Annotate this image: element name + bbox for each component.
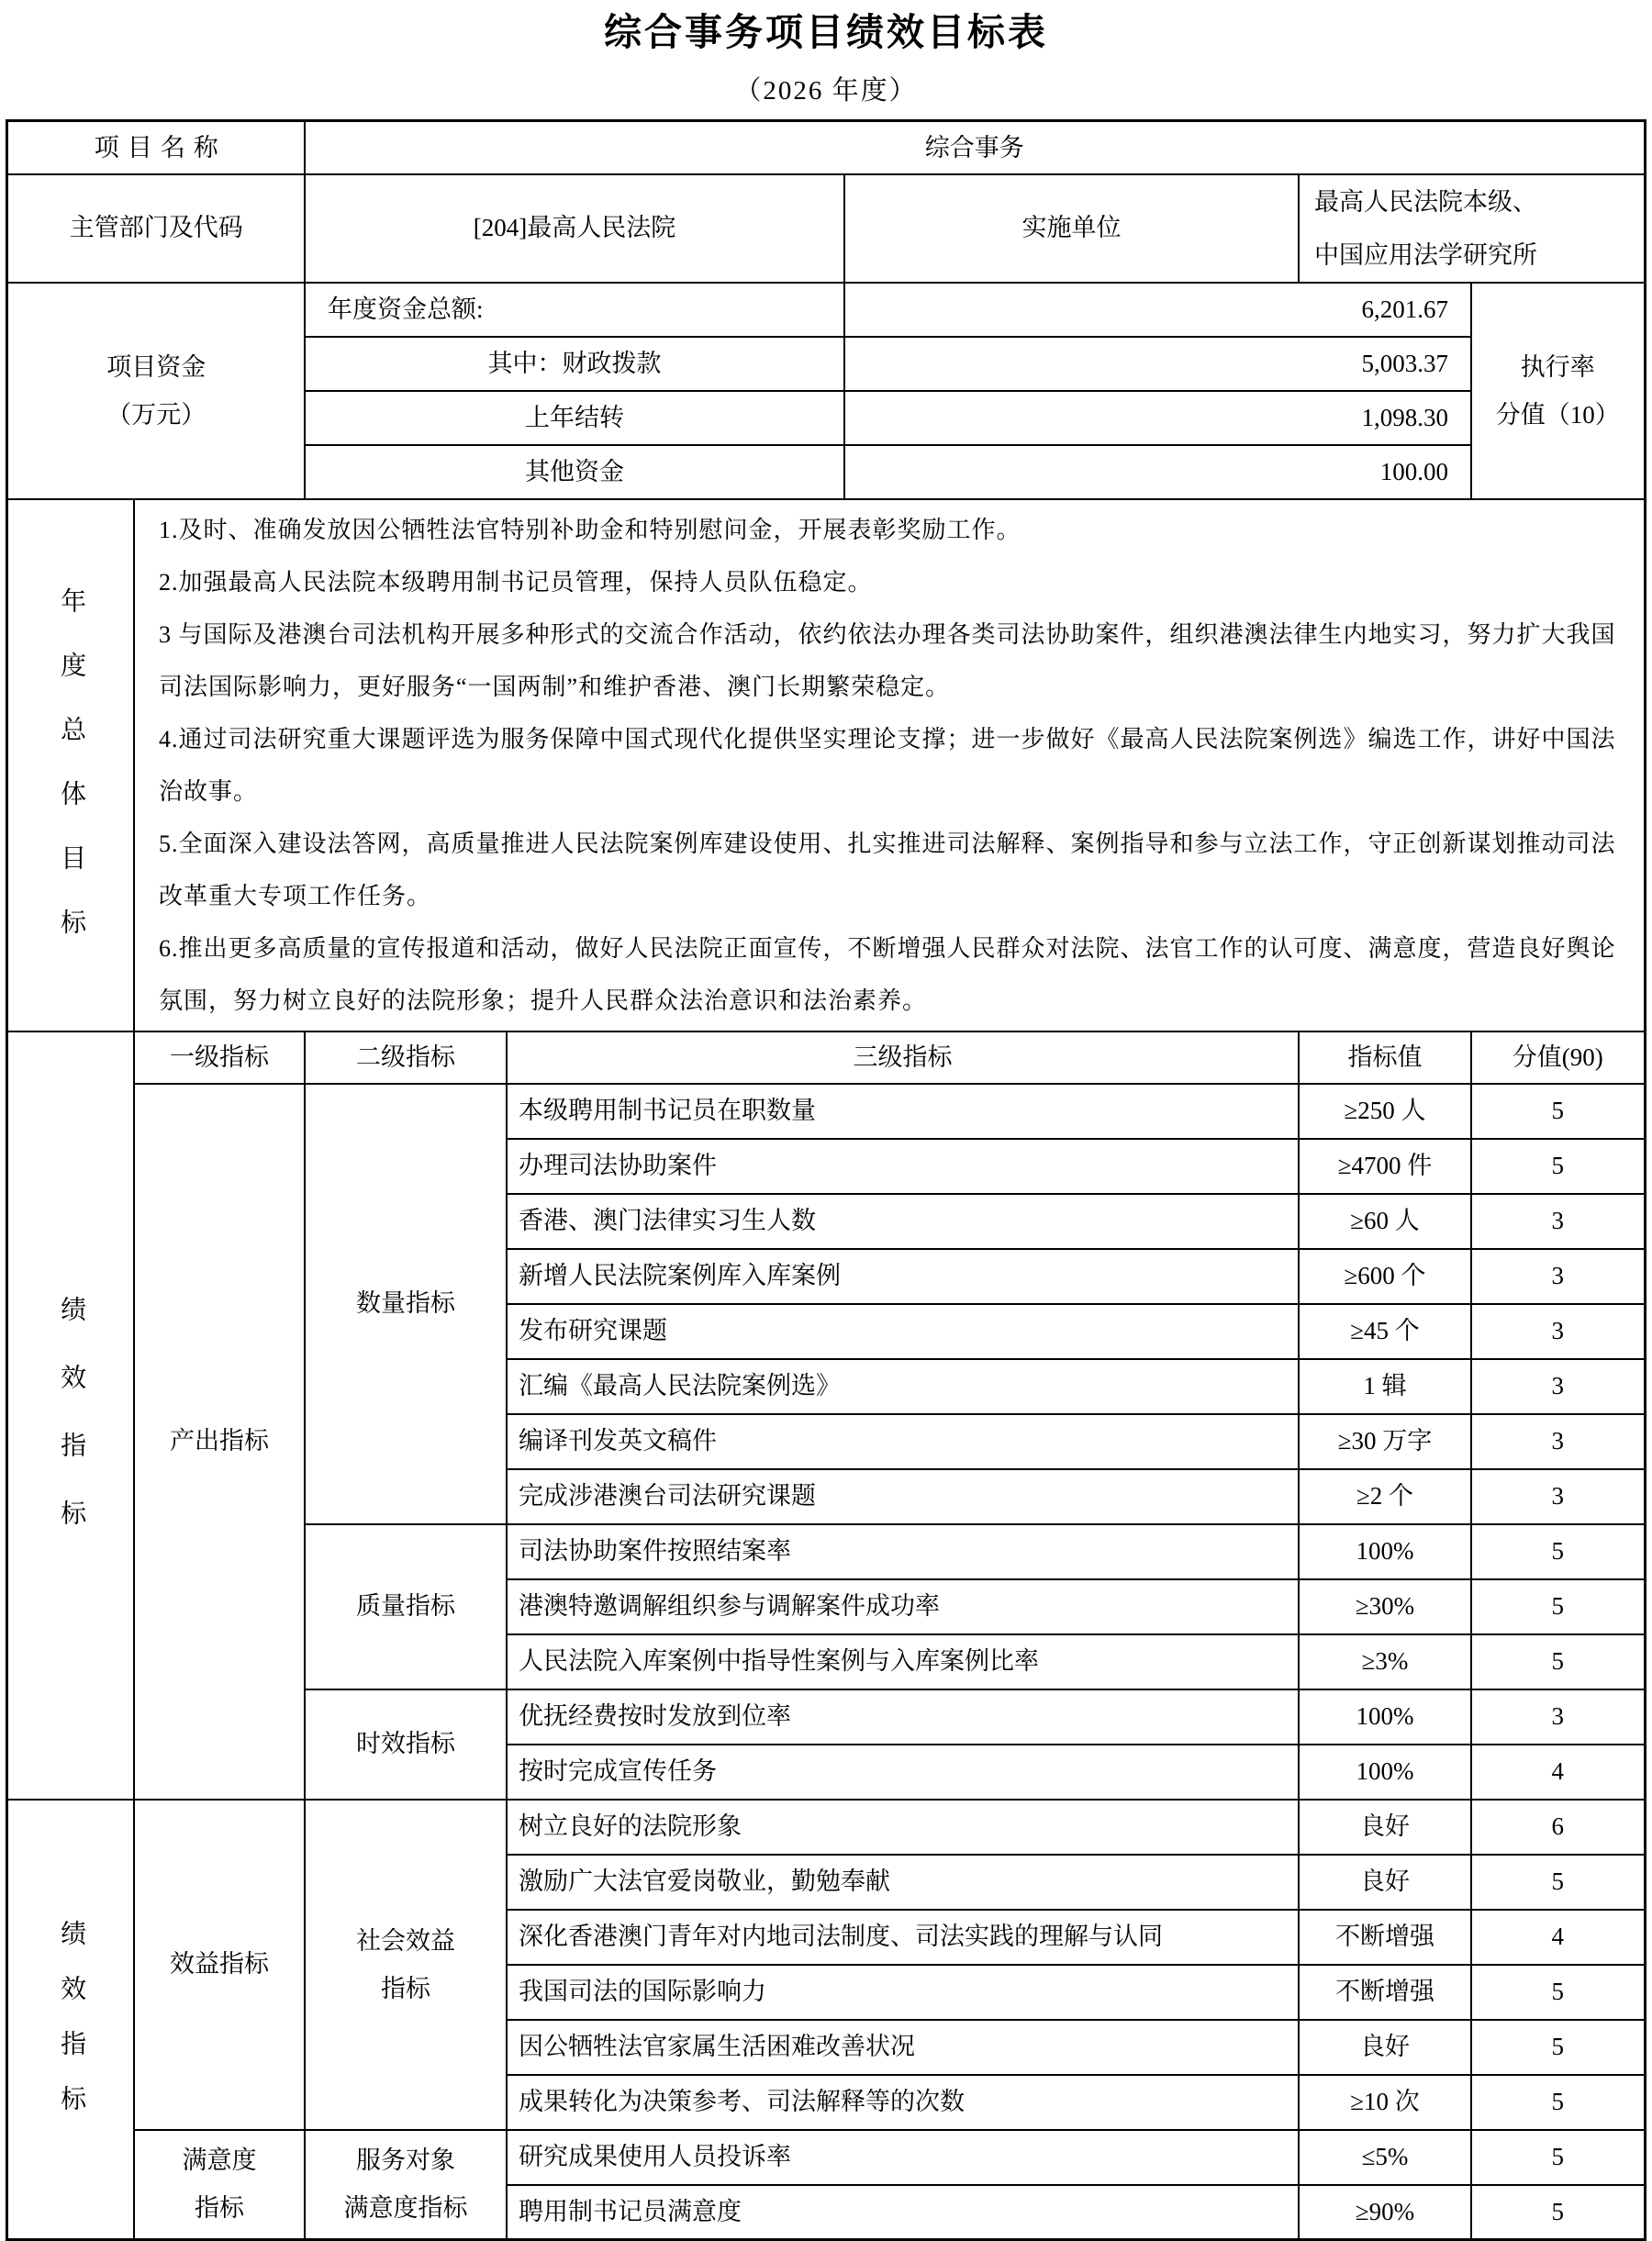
indicator-name-cell: 激励广大法官爱岗敬业，勤勉奉献 bbox=[507, 1855, 1299, 1910]
implement-label-cell: 实施单位 bbox=[844, 174, 1299, 283]
indicator-score-cell: 5 bbox=[1471, 1084, 1645, 1139]
indicator-name-cell: 司法协助案件按照结案率 bbox=[507, 1524, 1299, 1579]
indicator-name-cell: 因公牺牲法官家属生活困难改善状况 bbox=[507, 2020, 1299, 2075]
annual-goals-label-cell bbox=[7, 499, 134, 1031]
indicator-value-cell: ≥60 人 bbox=[1299, 1194, 1471, 1249]
indicator-name-cell: 成果转化为决策参考、司法解释等的次数 bbox=[507, 2075, 1299, 2130]
annual-goals-label: 年度总体目标 bbox=[57, 586, 86, 973]
indicator-score-cell: 5 bbox=[1471, 1524, 1645, 1579]
indicator-name-cell: 人民法院入库案例中指导性案例与入库案例比率 bbox=[507, 1634, 1299, 1689]
funding-row-value-cell: 6,201.67 bbox=[844, 283, 1471, 337]
indicator-value-cell: ≥250 人 bbox=[1299, 1084, 1471, 1139]
indicator-value-cell: 良好 bbox=[1299, 1800, 1471, 1855]
indicator-value-cell: ≥90% bbox=[1299, 2185, 1471, 2240]
header-level2-cell: 二级指标 bbox=[305, 1031, 507, 1084]
indicator-score-cell: 5 bbox=[1471, 2020, 1645, 2075]
funding-row-label-cell: 其他资金 bbox=[305, 445, 844, 499]
indicator-score-cell: 5 bbox=[1471, 1855, 1645, 1910]
indicator-value-cell: 100% bbox=[1299, 1524, 1471, 1579]
annual-goals-row bbox=[7, 499, 1645, 1031]
project-name-value-cell: 综合事务 bbox=[305, 121, 1645, 174]
social-benefit-indicator-cell bbox=[305, 1800, 507, 2130]
funding-label-cell bbox=[7, 283, 305, 499]
goal-item: 3 与国际及港澳台司法机构开展多种形式的交流合作活动，依约依法办理各类司法协助案件，组织港澳法律生内地实习，努力扩大我国司法国际影响力，更好服务“一国两制”和维护香港、澳门长期繁荣稳定。 bbox=[158, 620, 1616, 700]
indicator-row bbox=[7, 1800, 1645, 1855]
satisfaction-line1: 满意度 bbox=[182, 2146, 257, 2175]
funding-row-label-cell: 其中：财政拨款 bbox=[305, 337, 844, 391]
benefit-indicator-cell: 效益指标 bbox=[134, 1800, 305, 2130]
page-title: 综合事务项目绩效目标表 bbox=[604, 11, 1048, 53]
quantity-indicator-cell: 数量指标 bbox=[305, 1084, 507, 1524]
page-subtitle: （2026 年度） bbox=[734, 76, 918, 106]
indicator-name-cell: 深化香港澳门青年对内地司法制度、司法实践的理解与认同 bbox=[507, 1910, 1299, 1965]
header-score-cell: 分值(90) bbox=[1471, 1031, 1645, 1084]
indicator-value-cell: 良好 bbox=[1299, 2020, 1471, 2075]
indicator-score-cell: 5 bbox=[1471, 1579, 1645, 1634]
indicator-value-cell: 不断增强 bbox=[1299, 1910, 1471, 1965]
indicator-row bbox=[7, 2130, 1645, 2185]
indicator-row bbox=[7, 1084, 1645, 1139]
department-row bbox=[7, 174, 1645, 283]
indicator-value-cell: ≥30 万字 bbox=[1299, 1414, 1471, 1469]
goal-item: 1.及时、准确发放因公牺牲法官特别补助金和特别慰问金，开展表彰奖励工作。 bbox=[158, 516, 1021, 543]
implement-value-cell bbox=[1299, 174, 1645, 283]
project-name-label-cell: 项目名称 bbox=[7, 121, 305, 174]
indicator-score-cell: 5 bbox=[1471, 1139, 1645, 1194]
project-name-row bbox=[7, 121, 1645, 174]
satisfaction-line2: 指标 bbox=[194, 2194, 244, 2223]
indicator-score-cell: 6 bbox=[1471, 1800, 1645, 1855]
timeliness-indicator-cell: 时效指标 bbox=[305, 1689, 507, 1800]
funding-row-value-cell: 1,098.30 bbox=[844, 391, 1471, 445]
indicator-value-cell: 100% bbox=[1299, 1745, 1471, 1800]
implement-value-line2: 中国应用法学研究所 bbox=[1313, 240, 1537, 269]
indicator-name-cell: 汇编《最高人民法院案例选》 bbox=[507, 1359, 1299, 1414]
goal-item: 2.加强最高人民法院本级聘用制书记员管理，保持人员队伍稳定。 bbox=[158, 568, 873, 596]
indicator-name-cell: 香港、澳门法律实习生人数 bbox=[507, 1194, 1299, 1249]
indicator-name-cell: 编译刊发英文稿件 bbox=[507, 1414, 1299, 1469]
goal-item: 5.全面深入建设法答网，高质量推进人民法院案例库建设使用、扎实推进司法解释、案例指导和参与立法工作，守正创新谋划推动司法改革重大专项工作任务。 bbox=[158, 830, 1616, 909]
indicator-score-cell: 4 bbox=[1471, 1910, 1645, 1965]
indicator-score-cell: 3 bbox=[1471, 1359, 1645, 1414]
indicator-name-cell: 新增人民法院案例库入库案例 bbox=[507, 1249, 1299, 1304]
indicator-value-cell: ≥10 次 bbox=[1299, 2075, 1471, 2130]
indicator-name-cell: 按时完成宣传任务 bbox=[507, 1745, 1299, 1800]
annual-goals-cell bbox=[134, 499, 1645, 1031]
indicator-value-cell: 不断增强 bbox=[1299, 1965, 1471, 2020]
indicator-value-cell: 良好 bbox=[1299, 1855, 1471, 1910]
indicator-score-cell: 5 bbox=[1471, 2075, 1645, 2130]
service-object-line1: 服务对象 bbox=[355, 2146, 455, 2175]
indicator-value-cell: ≥4700 件 bbox=[1299, 1139, 1471, 1194]
department-code-cell: [204]最高人民法院 bbox=[305, 174, 844, 283]
implement-value-line1: 最高人民法院本级、 bbox=[1313, 187, 1537, 216]
perf-section-label-cell bbox=[7, 1800, 134, 2240]
indicator-score-cell: 3 bbox=[1471, 1304, 1645, 1359]
indicator-score-cell: 4 bbox=[1471, 1745, 1645, 1800]
funding-label-line2: （万元） bbox=[106, 400, 206, 429]
indicator-score-cell: 5 bbox=[1471, 1634, 1645, 1689]
indicator-value-cell: ≥2 个 bbox=[1299, 1469, 1471, 1524]
goal-item: 4.通过司法研究重大课题评选为服务保障中国式现代化提供坚实理论支撑；进一步做好《最高人民法院案例选》编选工作，讲好中国法治故事。 bbox=[158, 725, 1616, 805]
indicator-score-cell: 5 bbox=[1471, 1965, 1645, 2020]
goal-item: 6.推出更多高质量的宣传报道和活动，做好人民法院正面宣传，不断增强人民群众对法院、法官工作的认可度、满意度，营造良好舆论氛围，努力树立良好的法院形象；提升人民群众法治意识和法治素养。 bbox=[158, 934, 1616, 1014]
funding-label-line1: 项目资金 bbox=[106, 352, 206, 381]
indicator-value-cell: ≥600 个 bbox=[1299, 1249, 1471, 1304]
indicator-name-cell: 研究成果使用人员投诉率 bbox=[507, 2130, 1299, 2185]
performance-target-table bbox=[6, 119, 1646, 2241]
execution-rate-line1: 执行率 bbox=[1520, 352, 1595, 381]
social-benefit-line1: 社会效益 bbox=[355, 1926, 455, 1955]
execution-rate-cell bbox=[1471, 283, 1645, 499]
funding-row-label-cell: 年度资金总额: bbox=[305, 283, 844, 337]
indicator-name-cell: 完成涉港澳台司法研究课题 bbox=[507, 1469, 1299, 1524]
indicator-score-cell: 3 bbox=[1471, 1194, 1645, 1249]
indicator-name-cell: 办理司法协助案件 bbox=[507, 1139, 1299, 1194]
indicator-score-cell: 3 bbox=[1471, 1689, 1645, 1745]
indicator-header-row bbox=[7, 1031, 1645, 1084]
indicator-value-cell: 100% bbox=[1299, 1689, 1471, 1745]
indicator-value-cell: 1 辑 bbox=[1299, 1359, 1471, 1414]
service-object-line2: 满意度指标 bbox=[343, 2194, 468, 2223]
indicator-name-cell: 优抚经费按时发放到位率 bbox=[507, 1689, 1299, 1745]
indicator-value-cell: ≤5% bbox=[1299, 2130, 1471, 2185]
header-level3-cell: 三级指标 bbox=[507, 1031, 1299, 1084]
execution-rate-line2: 分值（10） bbox=[1495, 400, 1620, 429]
indicator-name-cell: 我国司法的国际影响力 bbox=[507, 1965, 1299, 2020]
service-object-satisfaction-cell bbox=[305, 2130, 507, 2240]
indicator-name-cell: 聘用制书记员满意度 bbox=[507, 2185, 1299, 2240]
indicator-score-cell: 5 bbox=[1471, 2130, 1645, 2185]
funding-row bbox=[7, 283, 1645, 337]
indicator-name-cell: 发布研究课题 bbox=[507, 1304, 1299, 1359]
indicator-value-cell: ≥3% bbox=[1299, 1634, 1471, 1689]
funding-row-label-cell: 上年结转 bbox=[305, 391, 844, 445]
output-indicator-cell: 产出指标 bbox=[134, 1084, 305, 1800]
quality-indicator-cell: 质量指标 bbox=[305, 1524, 507, 1689]
social-benefit-line2: 指标 bbox=[380, 1974, 430, 2002]
department-label-cell: 主管部门及代码 bbox=[7, 174, 305, 283]
indicator-name-cell: 树立良好的法院形象 bbox=[507, 1800, 1299, 1855]
indicator-name-cell: 港澳特邀调解组织参与调解案件成功率 bbox=[507, 1579, 1299, 1634]
indicator-value-cell: ≥30% bbox=[1299, 1579, 1471, 1634]
funding-row-value-cell: 5,003.37 bbox=[844, 337, 1471, 391]
perf-section-label: 绩效指标 bbox=[57, 1919, 86, 2140]
satisfaction-indicator-cell bbox=[134, 2130, 305, 2240]
indicator-score-cell: 3 bbox=[1471, 1469, 1645, 1524]
indicator-score-cell: 3 bbox=[1471, 1249, 1645, 1304]
perf-section-label-cell bbox=[7, 1031, 134, 1800]
indicator-name-cell: 本级聘用制书记员在职数量 bbox=[507, 1084, 1299, 1139]
header-value-cell: 指标值 bbox=[1299, 1031, 1471, 1084]
funding-row-value-cell: 100.00 bbox=[844, 445, 1471, 499]
indicator-value-cell: ≥45 个 bbox=[1299, 1304, 1471, 1359]
indicator-score-cell: 3 bbox=[1471, 1414, 1645, 1469]
perf-section-label: 绩效指标 bbox=[57, 1296, 86, 1568]
indicator-score-cell: 5 bbox=[1471, 2185, 1645, 2240]
header-level1-cell: 一级指标 bbox=[134, 1031, 305, 1084]
